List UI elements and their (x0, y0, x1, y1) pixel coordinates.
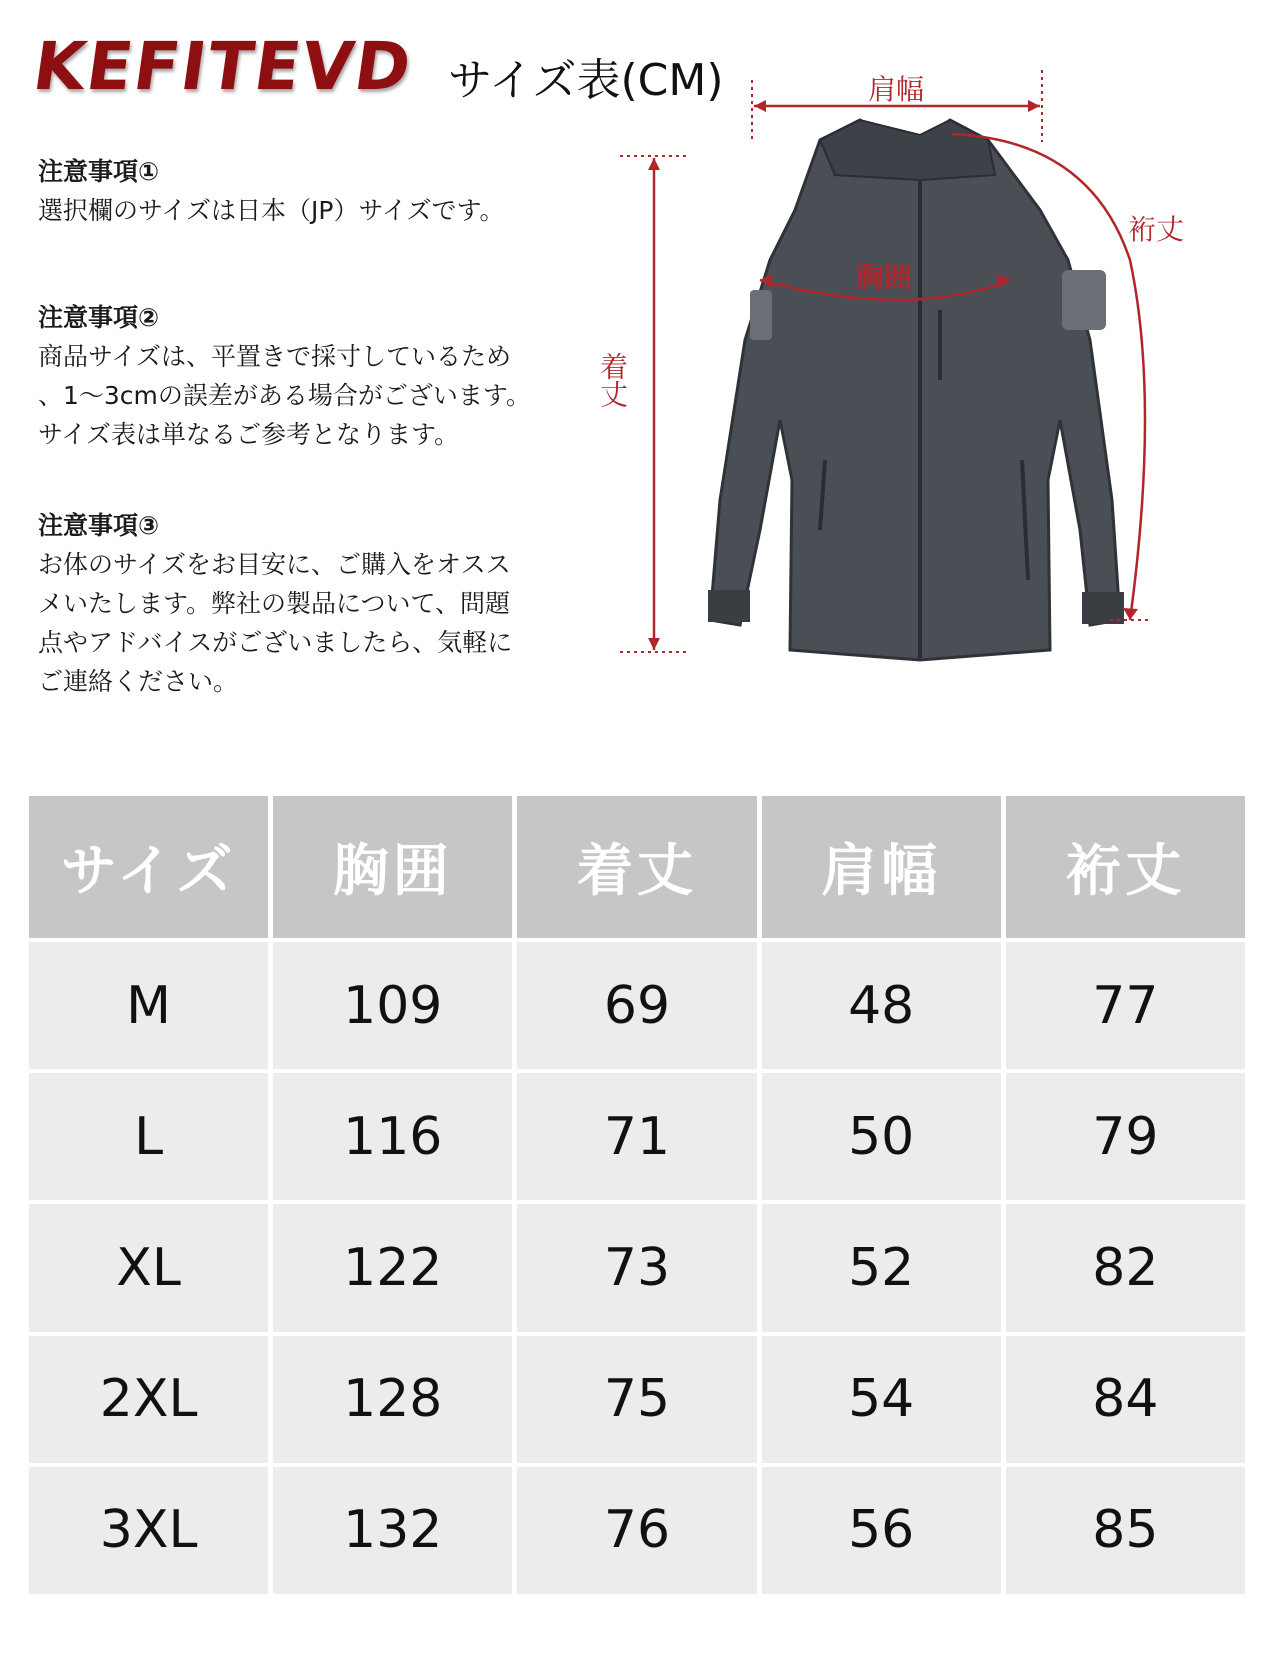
arrow-head (648, 158, 660, 170)
column-header-size: サイズ (29, 796, 268, 938)
arrow-head (1028, 100, 1040, 112)
length-label: 着丈 (596, 352, 629, 408)
note-line: お体のサイズをお目安に、ご購入をオスス (38, 550, 511, 579)
table-cell: 75 (517, 1336, 756, 1463)
table-cell: 84 (1006, 1336, 1245, 1463)
table-cell: 77 (1006, 942, 1245, 1069)
table-cell: M (29, 942, 268, 1069)
table-cell: 3XL (29, 1467, 268, 1594)
jacket-collar (820, 120, 995, 180)
arrow-head (1123, 608, 1138, 620)
size-chart-title: サイズ表(CM) (448, 55, 724, 106)
table-header-row (29, 796, 1245, 938)
table-cell: 132 (273, 1467, 512, 1594)
table-cell: 85 (1006, 1467, 1245, 1594)
table-row (29, 942, 1245, 1069)
shoulder-label: 肩幅 (868, 73, 925, 106)
table-cell: 122 (273, 1204, 512, 1331)
table-cell: 79 (1006, 1073, 1245, 1200)
table-cell: 50 (762, 1073, 1001, 1200)
note-title: 注意事項③ (38, 511, 160, 540)
arrow-head (754, 100, 766, 112)
sleeve-label: 裄丈 (1128, 213, 1185, 246)
table-cell: 109 (273, 942, 512, 1069)
note-line: 点やアドバイスがございましたら、気軽に (38, 628, 513, 657)
table-cell: 69 (517, 942, 756, 1069)
jacket-measurement-diagram (596, 60, 1260, 710)
column-header-chest: 胸囲 (273, 796, 512, 938)
size-table (24, 792, 1250, 1598)
note-2 (38, 298, 598, 454)
brand-logo: KEFITEVD (28, 28, 418, 105)
note-line: サイズ表は単なるご参考となります。 (38, 420, 460, 449)
arm-patch (750, 290, 772, 340)
note-line: 、1〜3cmの誤差がある場合がございます。 (38, 381, 531, 410)
table-cell: L (29, 1073, 268, 1200)
jacket-illustration (620, 60, 1260, 710)
table-cell: 73 (517, 1204, 756, 1331)
note-3 (38, 506, 598, 701)
table-cell: 76 (517, 1467, 756, 1594)
arrow-head (648, 638, 660, 650)
table-cell: 82 (1006, 1204, 1245, 1331)
table-cell: 71 (517, 1073, 756, 1200)
note-line: ご連絡ください。 (38, 667, 239, 696)
note-title: 注意事項② (38, 303, 160, 332)
cuff (708, 590, 750, 622)
note-line: 商品サイズは、平置きで採寸しているため (38, 342, 512, 371)
column-header-sleeve: 裄丈 (1006, 796, 1245, 938)
column-header-length: 着丈 (517, 796, 756, 938)
table-cell: 54 (762, 1336, 1001, 1463)
chest-label: 胸囲 (856, 261, 913, 294)
note-line: 選択欄のサイズは日本（JP）サイズです。 (38, 196, 505, 225)
table-cell: 128 (273, 1336, 512, 1463)
table-row (29, 1336, 1245, 1463)
table-row (29, 1204, 1245, 1331)
table-cell: 48 (762, 942, 1001, 1069)
table-cell: 2XL (29, 1336, 268, 1463)
table-cell: 116 (273, 1073, 512, 1200)
table-cell: XL (29, 1204, 268, 1331)
table-cell: 56 (762, 1467, 1001, 1594)
arm-patch (1062, 270, 1106, 330)
jacket-body (710, 120, 1120, 660)
table-cell: 52 (762, 1204, 1001, 1331)
table-row (29, 1073, 1245, 1200)
column-header-shoulder: 肩幅 (762, 796, 1001, 938)
note-title: 注意事項① (38, 157, 160, 186)
note-1 (38, 152, 598, 230)
note-line: メいたします。弊社の製品について、問題 (38, 589, 511, 618)
table-row (29, 1467, 1245, 1594)
